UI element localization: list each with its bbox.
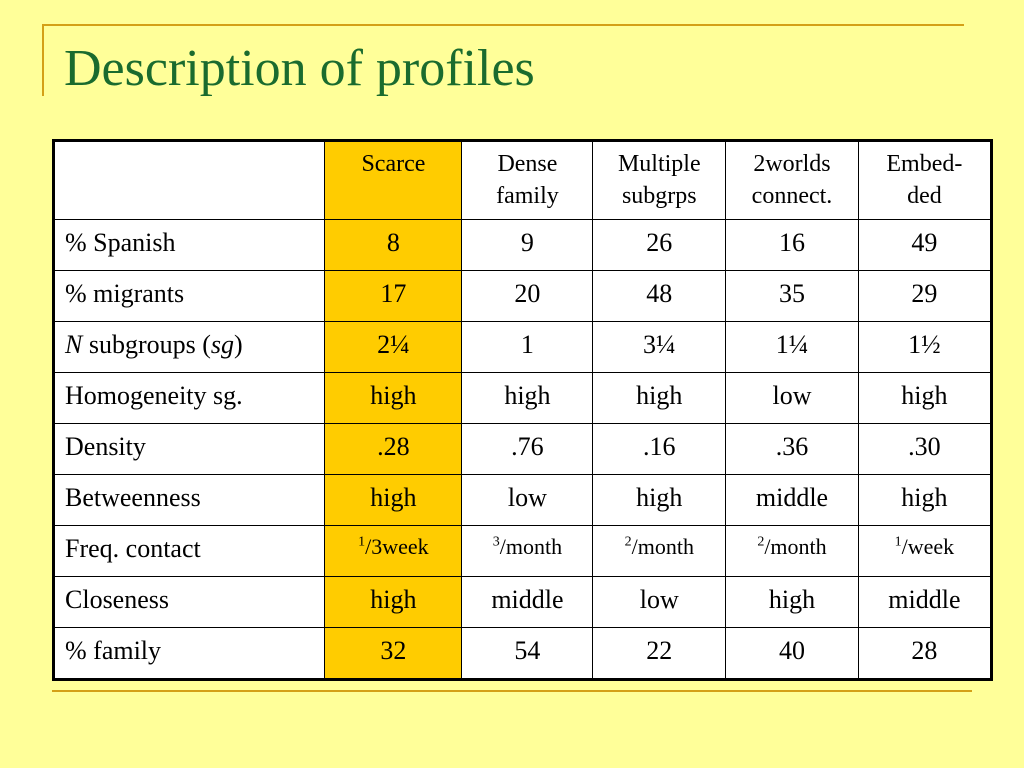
slide-title: Description of profiles	[64, 40, 535, 97]
cell-embedded: .30	[858, 424, 991, 475]
cell-embedded-sup: 1	[894, 534, 902, 550]
left-rule	[42, 24, 44, 96]
top-rule	[42, 24, 964, 26]
cell-dense: 54	[462, 628, 593, 680]
cell-embedded: 49	[858, 220, 991, 271]
cell-scarce: 8	[325, 220, 462, 271]
cell-embedded: high	[858, 475, 991, 526]
cell-dense: middle	[462, 577, 593, 628]
header-2worlds-line1: 2worlds	[753, 151, 831, 177]
cell-multi: .16	[593, 424, 726, 475]
cell-2worlds-text: /month	[764, 534, 827, 559]
cell-2worlds: 16	[726, 220, 859, 271]
header-multiple-subgrps	[593, 141, 726, 220]
table-row-closeness	[54, 577, 992, 628]
row-label-end: )	[234, 330, 243, 359]
cell-scarce: high	[325, 373, 462, 424]
cell-scarce: .28	[325, 424, 462, 475]
header-2worlds-connect	[726, 141, 859, 220]
cell-2worlds: 40	[726, 628, 859, 680]
header-dense-family	[462, 141, 593, 220]
cell-multi	[593, 526, 726, 577]
row-label: % family	[54, 628, 325, 680]
cell-2worlds: 35	[726, 271, 859, 322]
cell-dense: 20	[462, 271, 593, 322]
cell-multi: 3¼	[593, 322, 726, 373]
table-row-density	[54, 424, 992, 475]
cell-2worlds: middle	[726, 475, 859, 526]
cell-multi: high	[593, 373, 726, 424]
table-row-family	[54, 628, 992, 680]
cell-2worlds: low	[726, 373, 859, 424]
cell-embedded: high	[858, 373, 991, 424]
table-row-betweenness	[54, 475, 992, 526]
cell-scarce-text: /3week	[365, 534, 429, 559]
cell-embedded	[858, 526, 991, 577]
header-multi-line1: Multiple	[617, 151, 701, 177]
header-scarce-label: Scarce	[361, 151, 426, 177]
cell-multi-text: /month	[631, 534, 694, 559]
cell-2worlds: .36	[726, 424, 859, 475]
cell-2worlds: high	[726, 577, 859, 628]
table-row-homogeneity	[54, 373, 992, 424]
cell-scarce: 17	[325, 271, 462, 322]
cell-embedded-text: /week	[901, 534, 955, 559]
row-label: % Spanish	[54, 220, 325, 271]
row-label: Closeness	[54, 577, 325, 628]
cell-dense: .76	[462, 424, 593, 475]
row-label: Homogeneity sg.	[54, 373, 325, 424]
cell-embedded: middle	[858, 577, 991, 628]
header-embedded-line2: ded	[907, 183, 942, 210]
cell-multi: low	[593, 577, 726, 628]
row-label: % migrants	[54, 271, 325, 322]
table-row-freq-contact	[54, 526, 992, 577]
header-empty-cell	[54, 141, 325, 220]
cell-dense	[462, 526, 593, 577]
header-2worlds-line2: connect.	[751, 183, 833, 210]
header-row	[54, 141, 992, 220]
cell-embedded: 28	[858, 628, 991, 680]
cell-multi: 48	[593, 271, 726, 322]
cell-dense: low	[462, 475, 593, 526]
table-row-subgroups	[54, 322, 992, 373]
row-label-n: N	[65, 330, 83, 359]
row-label: Betweenness	[54, 475, 325, 526]
table-row-migrants	[54, 271, 992, 322]
cell-2worlds-sup: 2	[757, 534, 765, 550]
row-label-sg: sg	[210, 330, 235, 359]
cell-multi: 26	[593, 220, 726, 271]
cell-embedded: 29	[858, 271, 991, 322]
row-label-mid: subgroups (	[82, 330, 211, 359]
cell-multi: high	[593, 475, 726, 526]
cell-multi: 22	[593, 628, 726, 680]
header-multi-line2: subgrps	[621, 183, 697, 210]
cell-scarce: 2¼	[325, 322, 462, 373]
cell-embedded: 1½	[858, 322, 991, 373]
cell-scarce: high	[325, 475, 462, 526]
row-label: Density	[54, 424, 325, 475]
cell-scarce-sup: 1	[358, 534, 366, 550]
header-embedded	[858, 141, 991, 220]
cell-dense: 9	[462, 220, 593, 271]
cell-scarce: 32	[325, 628, 462, 680]
table-row-spanish	[54, 220, 992, 271]
row-label: Freq. contact	[54, 526, 325, 577]
cell-dense-text: /month	[499, 534, 563, 559]
cell-multi-sup: 2	[624, 534, 632, 550]
cell-dense-sup: 3	[492, 534, 500, 550]
header-dense-line2: family	[496, 183, 559, 210]
cell-dense: high	[462, 373, 593, 424]
header-embedded-line1: Embed-	[886, 151, 963, 177]
profiles-table	[52, 139, 993, 681]
cell-scarce: high	[325, 577, 462, 628]
cell-dense: 1	[462, 322, 593, 373]
header-dense-line1: Dense	[497, 151, 558, 177]
row-label	[54, 322, 325, 373]
cell-2worlds	[726, 526, 859, 577]
cell-scarce	[325, 526, 462, 577]
header-scarce	[325, 141, 462, 220]
cell-2worlds: 1¼	[726, 322, 859, 373]
bottom-rule	[52, 690, 972, 692]
